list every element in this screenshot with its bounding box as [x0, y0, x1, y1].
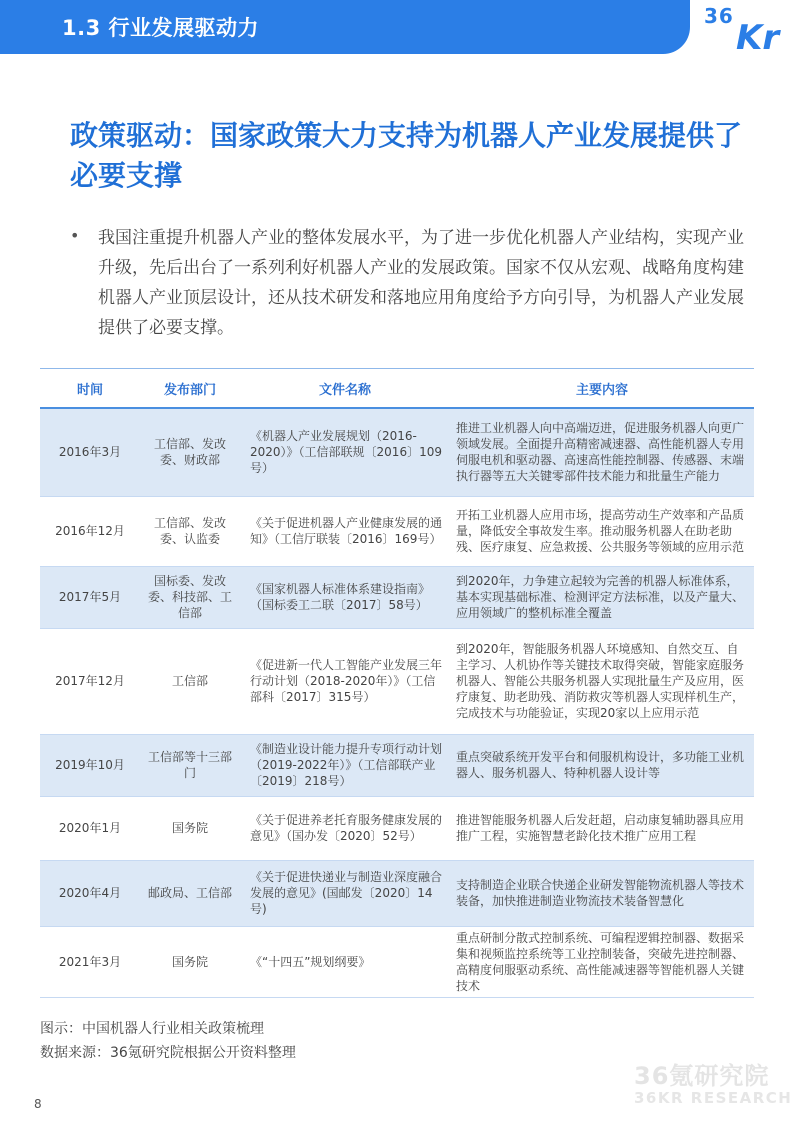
page-number: 8 — [34, 1097, 42, 1111]
cell-dept: 工信部等十三部门 — [140, 734, 240, 796]
cell-content: 推进工业机器人向中高端迈进，促进服务机器人向更广领域发展。全面提升高精密减速器、高性能机器人专用伺服电机和驱动器、高速高性能控制器、传感器、末端执行器等五大关键零部件技术能力和批量生产能力 — [450, 408, 754, 496]
cell-doc: 《国家机器人标准体系建设指南》（国标委工二联〔2017〕58号） — [240, 566, 450, 628]
header-doc: 文件名称 — [240, 369, 450, 409]
cell-content: 支持制造企业联合快递企业研发智能物流机器人等技术装备，加快推进制造业物流技术装备智慧化 — [450, 860, 754, 926]
cell-doc: 《机器人产业发展规划（2016-2020）》（工信部联规〔2016〕109号） — [240, 408, 450, 496]
table-row — [40, 566, 754, 628]
section-title: 1.3 行业发展驱动力 — [62, 16, 260, 40]
cell-dept: 工信部、发改委、认监委 — [140, 496, 240, 566]
cell-dept: 工信部、发改委、财政部 — [140, 408, 240, 496]
cell-dept: 国务院 — [140, 926, 240, 997]
cell-time: 2017年12月 — [40, 628, 140, 734]
cell-dept: 邮政局、工信部 — [140, 860, 240, 926]
cell-time: 2017年5月 — [40, 566, 140, 628]
cell-doc: 《制造业设计能力提升专项行动计划（2019-2022年）》（工信部联产业〔2019〕218号） — [240, 734, 450, 796]
data-source: 数据来源：36氪研究院根据公开资料整理 — [40, 1045, 296, 1061]
logo-number: 36 — [704, 4, 734, 28]
cell-dept: 国标委、发改委、科技部、工信部 — [140, 566, 240, 628]
cell-doc: 《关于促进养老托育服务健康发展的意见》（国办发〔2020〕52号） — [240, 796, 450, 860]
cell-dept: 工信部 — [140, 628, 240, 734]
logo-letters: Kr — [736, 18, 780, 58]
cell-content: 推进智能服务机器人后发赶超，启动康复辅助器具应用推广工程，实施智慧老龄化技术推广应用工程 — [450, 796, 754, 860]
figure-title: 图示：中国机器人行业相关政策梳理 — [40, 1021, 264, 1037]
watermark-cn: 36氪研究院 — [634, 1062, 770, 1090]
cell-content: 重点突破系统开发平台和伺服机构设计，多功能工业机器人、服务机器人、特种机器人设计等 — [450, 734, 754, 796]
header-time: 时间 — [40, 369, 140, 409]
cell-content: 到2020年，智能服务机器人环境感知、自然交互、自主学习、人机协作等关键技术取得突破，智能家庭服务机器人、智能公共服务机器人实现批量生产及应用，医疗康复、助老助残、消防救灾等机器人实现样机生产，完成技术与功能验证，实现20家以上应用示范 — [450, 628, 754, 734]
cell-content: 到2020年，力争建立起较为完善的机器人标准体系，基本实现基础标准、检测评定方法标准，以及产量大、应用领域广的整机标准全覆盖 — [450, 566, 754, 628]
policy-table — [40, 368, 754, 998]
cell-content: 重点研制分散式控制系统、可编程逻辑控制器、数据采集和视频监控系统等工业控制装备，突破先进控制器、高精度伺服驱动系统、高性能减速器等智能机器人关键技术 — [450, 926, 754, 997]
cell-doc: 《关于促进快递业与制造业深度融合发展的意见》(国邮发〔2020〕14号) — [240, 860, 450, 926]
cell-time: 2020年1月 — [40, 796, 140, 860]
36kr-logo — [700, 4, 792, 58]
cell-time: 2016年3月 — [40, 408, 140, 496]
header-content: 主要内容 — [450, 369, 754, 409]
page-headline: 政策驱动：国家政策大力支持为机器人产业发展提供了必要支撑 — [70, 119, 743, 192]
table-row — [40, 496, 754, 566]
table-row — [40, 628, 754, 734]
intro-paragraph: 我国注重提升机器人产业的整体发展水平，为了进一步优化机器人产业结构，实现产业升级，先后出台了一系列利好机器人产业的发展政策。国家不仅从宏观、战略角度构建机器人产业顶层设计，还从技术研发和落地应用角度给予方向引导，为机器人产业发展提供了必要支撑。 — [98, 228, 744, 338]
cell-dept: 国务院 — [140, 796, 240, 860]
table-row — [40, 860, 754, 926]
cell-time: 2020年4月 — [40, 860, 140, 926]
table-row — [40, 796, 754, 860]
cell-doc: 《关于促进机器人产业健康发展的通知》（工信厅联装〔2016〕169号） — [240, 496, 450, 566]
cell-time: 2021年3月 — [40, 926, 140, 997]
table-row — [40, 926, 754, 997]
cell-time: 2019年10月 — [40, 734, 140, 796]
table-row — [40, 408, 754, 496]
header-dept: 发布部门 — [140, 369, 240, 409]
cell-doc: 《促进新一代人工智能产业发展三年行动计划（2018-2020年）》（工信部科〔2017〕315号） — [240, 628, 450, 734]
cell-time: 2016年12月 — [40, 496, 140, 566]
table-row — [40, 734, 754, 796]
figure-caption — [40, 1017, 296, 1065]
cell-doc: 《“十四五”规划纲要》 — [240, 926, 450, 997]
watermark-en: 36KR RESEARCH — [634, 1089, 793, 1107]
bullet-icon: • — [70, 226, 80, 245]
cell-content: 开拓工业机器人应用市场，提高劳动生产效率和产品质量，降低安全事故发生率。推动服务机器人在助老助残、医疗康复、应急救援、公共服务等领域的应用示范 — [450, 496, 754, 566]
table-header-row — [40, 369, 754, 409]
